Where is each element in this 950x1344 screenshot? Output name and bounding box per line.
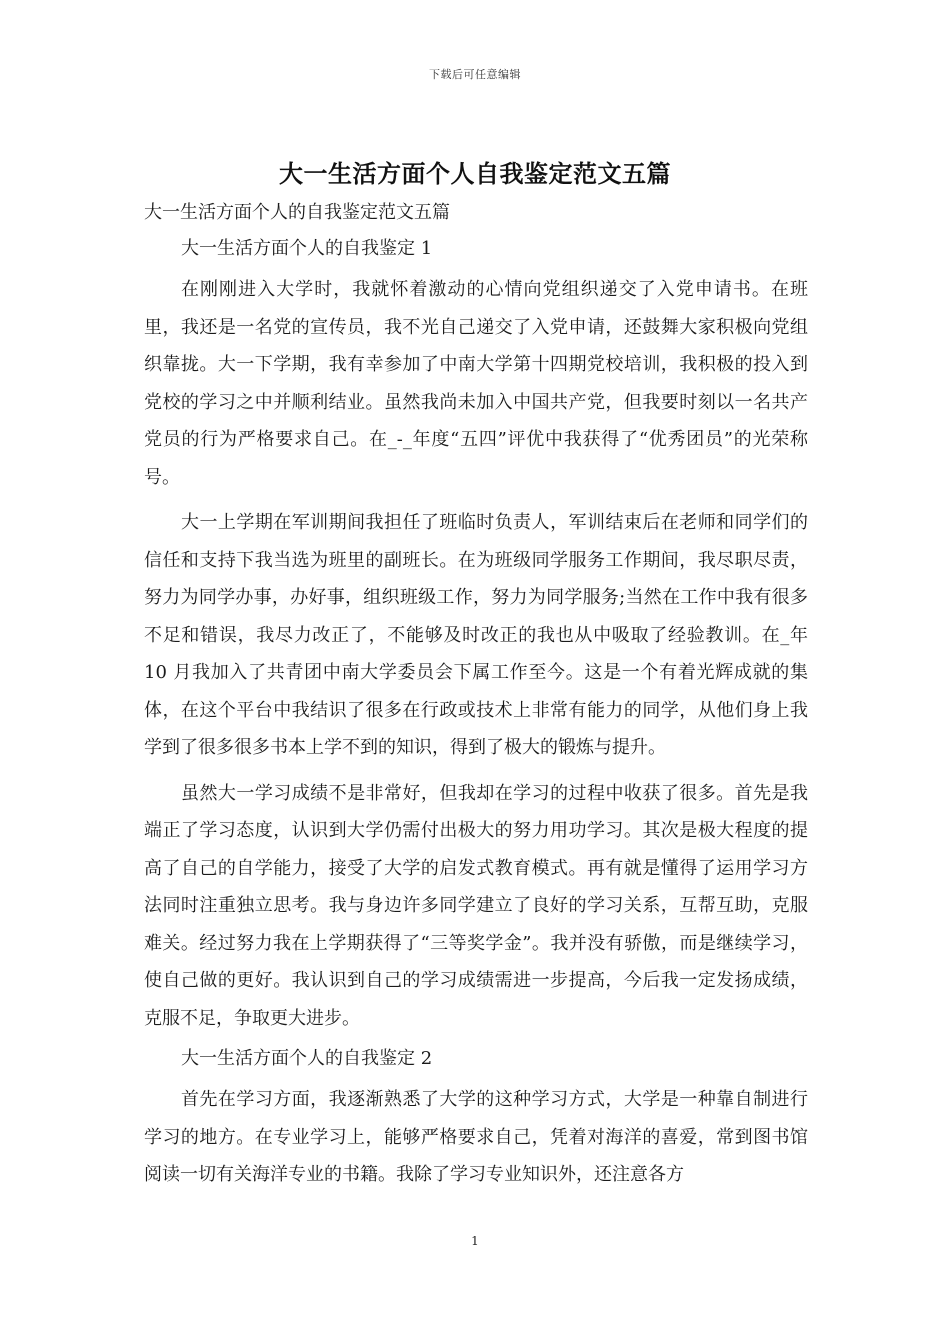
section-1-paragraph-2: 大一上学期在军训期间我担任了班临时负责人，军训结束后在老师和同学们的信任和支持下我当选为班里的副班长。在为班级同学服务工作期间，我尽职尽责，努力为同学办事，办好事，组织班级工作，努力为同学服务;当然在工作中我有很多不足和错误，我尽力改正了，不能够及时改正的我也从中吸取了经验教训。在_年 10 月我加入了共青团中南大学委员会下属工作至今。这是一个有着光辉成就的集体，在这个平台中我结识了很多在行政或技术上非常有能力的同学，从他们身上我学到了很多很多书本上学不到的知识，得到了极大的锻炼与提升。 xyxy=(144,512,808,758)
section-1-paragraph-3: 虽然大一学习成绩不是非常好，但我却在学习的过程中收获了很多。首先是我端正了学习态度，认识到大学仍需付出极大的努力用功学习。其次是极大程度的提高了自己的自学能力，接受了大学的启发式教育模式。再有就是懂得了运用学习方法同时注重独立思考。我与身边许多同学建立了良好的学习关系，互帮互助，克服难关。经过努力我在上学期获得了“三等奖学金”。我并没有骄傲，而是继续学习，使自己做的更好。我认识到自己的学习成绩需进一步提高，今后我一定发扬成绩，克服不足，争取更大进步。 xyxy=(144,782,808,1029)
section-2-paragraph-1: 首先在学习方面，我逐渐熟悉了大学的这种学习方式，大学是一种靠自制进行学习的地方。在专业学习上，能够严格要求自己，凭着对海洋的喜爱，常到图书馆阅读一切有关海洋专业的书籍。我除了学习专业知识外，还注意各方 xyxy=(144,1089,808,1185)
document-title: 大一生活方面个人自我鉴定范文五篇 xyxy=(279,159,671,188)
section-heading-2: 大一生活方面个人的自我鉴定 2 xyxy=(181,1048,433,1069)
section-1-paragraph-1: 在刚刚进入大学时，我就怀着激动的心情向党组织递交了入党申请书。在班里，我还是一名党的宣传员，我不光自己递交了入党申请，还鼓舞大家积极向党组织靠拢。大一下学期，我有幸参加了中南大学第十四期党校培训，我积极的投入到党校的学习之中并顺利结业。虽然我尚未加入中国共产党，但我要时刻以一名共产党员的行为严格要求自己。在_-_年度“五四”评优中我获得了“优秀团员”的光荣称号。 xyxy=(144,279,808,488)
page-number: 1 xyxy=(471,1234,479,1248)
document-subtitle: 大一生活方面个人的自我鉴定范文五篇 xyxy=(144,202,450,223)
page-header-note: 下载后可任意编辑 xyxy=(429,68,521,81)
document-body xyxy=(144,199,808,1194)
section-heading-1: 大一生活方面个人的自我鉴定 1 xyxy=(181,238,433,259)
